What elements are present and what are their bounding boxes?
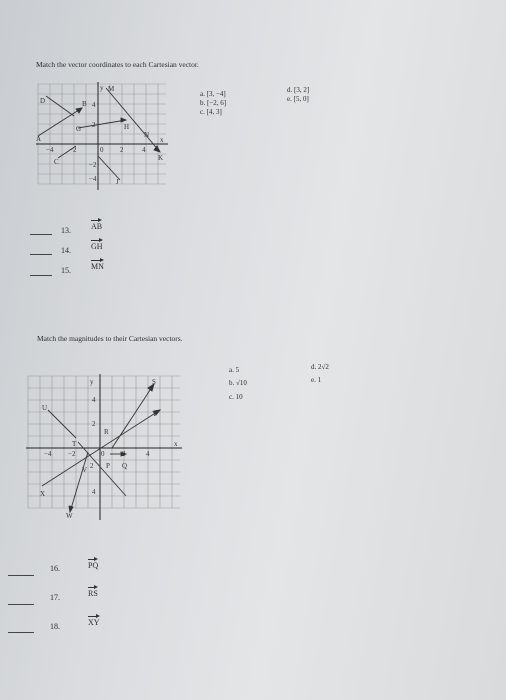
section1-option-e: e. [5, 0]: [287, 95, 309, 103]
section1-option-b: b. [−2, 6]: [200, 99, 227, 107]
section1-heading: Match the vector coordinates to each Cartesian vector.: [36, 60, 199, 69]
answer-blank-16[interactable]: [8, 575, 34, 576]
graph2-tick-yn2: 2: [90, 462, 94, 470]
graph1-point-k: K: [158, 154, 164, 162]
graph2-point-s: S: [152, 378, 156, 386]
graph2-point-p: P: [106, 462, 110, 470]
question-13-vector: AB: [91, 218, 102, 231]
graph2-point-u: U: [42, 404, 48, 412]
graph1-point-n: N: [144, 131, 150, 139]
section1-option-c: c. [4, 3]: [200, 108, 222, 116]
answer-blank-15[interactable]: [30, 275, 52, 276]
graph2-tick-xn2: −2: [68, 450, 76, 458]
magnitude-graph-2: [26, 372, 184, 522]
graph2-tick-x2: 2: [122, 450, 126, 458]
graph2-point-y: Y: [152, 410, 158, 418]
graph2-x-label: x: [174, 440, 178, 448]
section2-heading: Match the magnitudes to their Cartesian vectors.: [37, 334, 183, 343]
graph2-tick-x4: 4: [146, 450, 150, 458]
graph1-point-m: M: [108, 85, 115, 93]
question-16-vector: PQ: [88, 557, 98, 570]
answer-blank-13[interactable]: [30, 234, 52, 235]
graph1-tick-y4: 4: [92, 101, 96, 109]
graph1-point-c: C: [54, 158, 59, 166]
graph1-tick-xn4: −4: [46, 146, 54, 154]
question-18-vector: XY: [88, 614, 100, 627]
graph2-point-q: Q: [122, 462, 128, 470]
graph1-point-b: B: [82, 100, 87, 108]
graph1-point-h: H: [124, 123, 130, 131]
graph2-point-v: V: [82, 466, 88, 474]
graph2-tick-y2: 2: [92, 420, 96, 428]
graph1-y-label: y: [100, 84, 104, 92]
answer-blank-14[interactable]: [30, 254, 52, 255]
graph1-point-a: A: [36, 135, 42, 143]
section2-option-a: a. 5: [229, 366, 240, 374]
graph1-tick-yn2: −2: [89, 161, 97, 169]
graph2-axes: [26, 374, 182, 520]
question-17-vector: RS: [88, 585, 98, 598]
graph1-tick-y2: 2: [92, 121, 96, 129]
graph2-point-t: T: [72, 440, 77, 448]
graph1-tick-yn4: −4: [89, 175, 97, 183]
graph1-point-g: G: [76, 125, 82, 133]
section1-option-d: d. [3, 2]: [287, 86, 310, 94]
answer-blank-17[interactable]: [8, 604, 34, 605]
graph1-tick-x2: 2: [120, 146, 124, 154]
graph2-tick-x0: 0: [101, 450, 105, 458]
section2-option-d: d. 2√2: [311, 363, 329, 371]
question-13-number: 13.: [61, 226, 71, 235]
graph2-tick-xn4: −4: [44, 450, 52, 458]
question-15-number: 15.: [61, 266, 71, 275]
graph2-tick-y4: 4: [92, 396, 96, 404]
answer-blank-18[interactable]: [8, 632, 34, 633]
graph1-point-d: D: [40, 97, 46, 105]
graph1-tick-x0: 0: [100, 146, 104, 154]
graph1-point-j: J: [116, 178, 119, 186]
section2-option-b: b. √10: [229, 379, 247, 387]
graph2-tick-yn4: 4: [92, 488, 96, 496]
graph2-point-w: W: [66, 512, 73, 520]
question-14-number: 14.: [61, 246, 71, 255]
question-18-number: 18.: [50, 622, 60, 631]
graph1-tick-x4: 4: [142, 146, 146, 154]
section2-option-e: e. 1: [311, 376, 322, 384]
graph1-x-label: x: [160, 136, 164, 144]
graph2-point-r: R: [104, 428, 109, 436]
graph2-y-label: y: [90, 378, 94, 386]
graph2-grid: [28, 376, 180, 508]
question-14-vector: GH: [91, 238, 103, 251]
section2-option-c: c. 10: [229, 393, 243, 401]
graph1-tick-xn2: −2: [69, 146, 77, 154]
vector-graph-1: [36, 80, 176, 192]
question-17-number: 17.: [50, 593, 60, 602]
question-16-number: 16.: [50, 564, 60, 573]
question-15-vector: MN: [91, 258, 104, 271]
section1-option-a: a. [3, −4]: [200, 90, 226, 98]
graph2-point-x: X: [40, 490, 46, 498]
